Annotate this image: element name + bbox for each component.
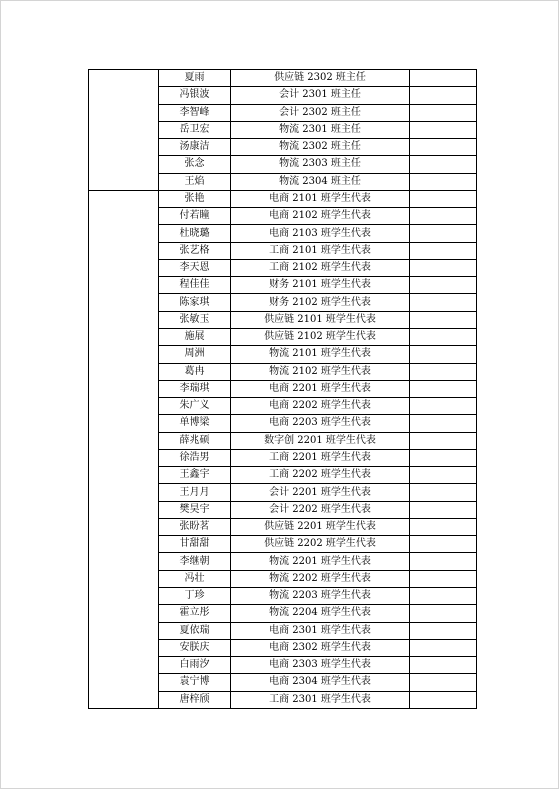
name-cell: 夏雨 (159, 70, 231, 87)
note-cell (410, 398, 477, 415)
note-cell (410, 294, 477, 311)
name-cell: 唐梓颀 (159, 691, 231, 708)
note-cell (410, 156, 477, 173)
note-cell (410, 501, 477, 518)
role-cell: 财务 2101 班学生代表 (231, 277, 410, 294)
note-cell (410, 536, 477, 553)
role-cell: 电商 2101 班学生代表 (231, 190, 410, 207)
role-cell: 工商 2101 班学生代表 (231, 242, 410, 259)
role-cell: 物流 2102 班学生代表 (231, 363, 410, 380)
roster-table-body (89, 70, 477, 709)
name-cell: 王焰 (159, 173, 231, 190)
name-cell: 夏依瑞 (159, 622, 231, 639)
name-cell: 单博梁 (159, 415, 231, 432)
name-cell: 朱广义 (159, 398, 231, 415)
role-cell: 工商 2102 班学生代表 (231, 259, 410, 276)
table-row (89, 190, 477, 207)
roster-table (88, 69, 477, 709)
role-cell: 物流 2202 班学生代表 (231, 570, 410, 587)
role-cell: 工商 2201 班学生代表 (231, 449, 410, 466)
role-cell: 物流 2304 班主任 (231, 173, 410, 190)
role-cell: 会计 2302 班主任 (231, 104, 410, 121)
name-cell: 汤康洁 (159, 139, 231, 156)
name-cell: 张敏玉 (159, 311, 231, 328)
role-cell: 物流 2201 班学生代表 (231, 553, 410, 570)
role-cell: 电商 2201 班学生代表 (231, 380, 410, 397)
note-cell (410, 432, 477, 449)
role-cell: 供应链 2202 班学生代表 (231, 536, 410, 553)
note-cell (410, 484, 477, 501)
group-label-cell (89, 70, 159, 191)
name-cell: 李天恩 (159, 259, 231, 276)
role-cell: 会计 2202 班学生代表 (231, 501, 410, 518)
role-cell: 电商 2303 班学生代表 (231, 657, 410, 674)
role-cell: 物流 2301 班主任 (231, 121, 410, 138)
name-cell: 葛冉 (159, 363, 231, 380)
note-cell (410, 277, 477, 294)
note-cell (410, 208, 477, 225)
note-cell (410, 173, 477, 190)
name-cell: 甘甜甜 (159, 536, 231, 553)
name-cell: 王鑫宇 (159, 467, 231, 484)
name-cell: 李继朝 (159, 553, 231, 570)
name-cell: 李智峰 (159, 104, 231, 121)
name-cell: 冯银波 (159, 87, 231, 104)
role-cell: 供应链 2201 班学生代表 (231, 518, 410, 535)
note-cell (410, 691, 477, 708)
role-cell: 供应链 2102 班学生代表 (231, 328, 410, 345)
name-cell: 杜晓璐 (159, 225, 231, 242)
note-cell (410, 328, 477, 345)
name-cell: 樊昊宇 (159, 501, 231, 518)
note-cell (410, 70, 477, 87)
note-cell (410, 104, 477, 121)
name-cell: 岳卫宏 (159, 121, 231, 138)
role-cell: 电商 2304 班学生代表 (231, 674, 410, 691)
role-cell: 物流 2101 班学生代表 (231, 346, 410, 363)
note-cell (410, 674, 477, 691)
group-label-cell (89, 190, 159, 708)
name-cell: 张盼茗 (159, 518, 231, 535)
note-cell (410, 121, 477, 138)
note-cell (410, 639, 477, 656)
note-cell (410, 587, 477, 604)
name-cell: 丁珍 (159, 587, 231, 604)
note-cell (410, 622, 477, 639)
note-cell (410, 605, 477, 622)
note-cell (410, 311, 477, 328)
note-cell (410, 225, 477, 242)
role-cell: 物流 2203 班学生代表 (231, 587, 410, 604)
role-cell: 物流 2302 班主任 (231, 139, 410, 156)
role-cell: 数字创 2201 班学生代表 (231, 432, 410, 449)
name-cell: 徐浩男 (159, 449, 231, 466)
name-cell: 冯壮 (159, 570, 231, 587)
note-cell (410, 657, 477, 674)
table-row (89, 70, 477, 87)
note-cell (410, 139, 477, 156)
name-cell: 白雨汐 (159, 657, 231, 674)
name-cell: 李瑞琪 (159, 380, 231, 397)
note-cell (410, 259, 477, 276)
name-cell: 霍立彤 (159, 605, 231, 622)
role-cell: 会计 2301 班主任 (231, 87, 410, 104)
note-cell (410, 570, 477, 587)
note-cell (410, 467, 477, 484)
role-cell: 电商 2301 班学生代表 (231, 622, 410, 639)
role-cell: 工商 2202 班学生代表 (231, 467, 410, 484)
role-cell: 物流 2303 班主任 (231, 156, 410, 173)
name-cell: 张艳 (159, 190, 231, 207)
name-cell: 袁宁博 (159, 674, 231, 691)
note-cell (410, 553, 477, 570)
role-cell: 财务 2102 班学生代表 (231, 294, 410, 311)
role-cell: 物流 2204 班学生代表 (231, 605, 410, 622)
role-cell: 电商 2102 班学生代表 (231, 208, 410, 225)
name-cell: 周洲 (159, 346, 231, 363)
note-cell (410, 380, 477, 397)
note-cell (410, 415, 477, 432)
name-cell: 张念 (159, 156, 231, 173)
name-cell: 张艺格 (159, 242, 231, 259)
name-cell: 安朕庆 (159, 639, 231, 656)
role-cell: 会计 2201 班学生代表 (231, 484, 410, 501)
name-cell: 薛兆硕 (159, 432, 231, 449)
role-cell: 电商 2103 班学生代表 (231, 225, 410, 242)
name-cell: 王月月 (159, 484, 231, 501)
name-cell: 陈家琪 (159, 294, 231, 311)
note-cell (410, 449, 477, 466)
role-cell: 电商 2202 班学生代表 (231, 398, 410, 415)
note-cell (410, 518, 477, 535)
role-cell: 供应链 2101 班学生代表 (231, 311, 410, 328)
note-cell (410, 363, 477, 380)
name-cell: 施展 (159, 328, 231, 345)
role-cell: 电商 2302 班学生代表 (231, 639, 410, 656)
name-cell: 付若瞳 (159, 208, 231, 225)
note-cell (410, 190, 477, 207)
note-cell (410, 87, 477, 104)
name-cell: 程佳佳 (159, 277, 231, 294)
role-cell: 工商 2301 班学生代表 (231, 691, 410, 708)
note-cell (410, 242, 477, 259)
role-cell: 供应链 2302 班主任 (231, 70, 410, 87)
role-cell: 电商 2203 班学生代表 (231, 415, 410, 432)
note-cell (410, 346, 477, 363)
